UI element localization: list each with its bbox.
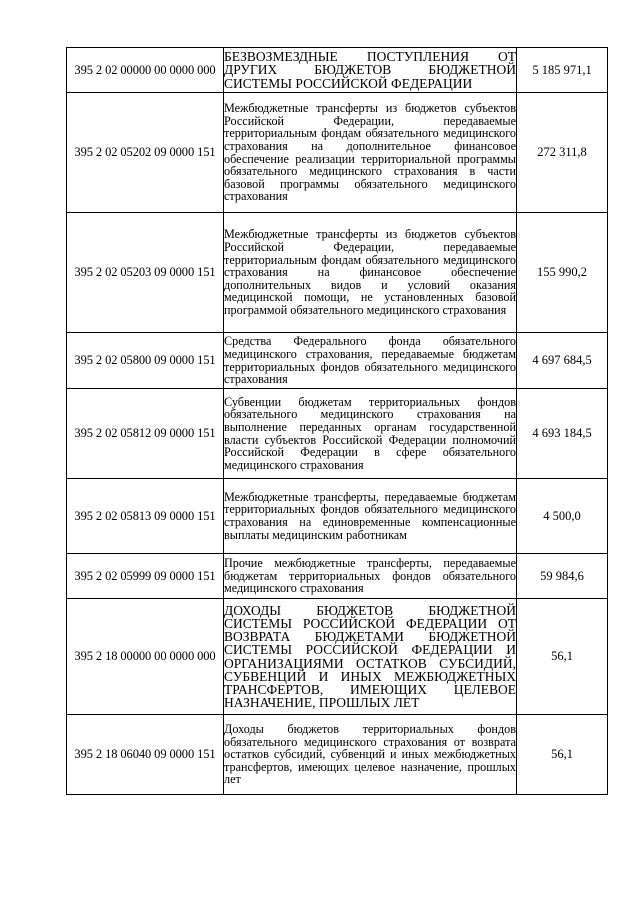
table-row: [67, 479, 608, 554]
table-row: [67, 333, 608, 389]
revenue-amount: 5 185 971,1: [517, 48, 608, 93]
table-row: [67, 48, 608, 93]
revenue-code: 395 2 02 05203 09 0000 151: [67, 213, 224, 333]
table-row: [67, 93, 608, 213]
revenue-code: 395 2 02 05800 09 0000 151: [67, 333, 224, 389]
revenue-name: Межбюджетные трансферты из бюджетов субъектов Российской Федерации, передаваемые территориальным фондам обязательного медицинского страхования на дополнительное финансовое обеспечение реализации территориальной программы обязательного медицинского страхования в части базовой программы обязательного медицинского страхования: [224, 93, 517, 213]
table-row: [67, 599, 608, 715]
revenue-name: Средства Федерального фонда обязательного медицинского страхования, передаваемые бюджетам территориальных фондов обязательного медицинского страхования: [224, 333, 517, 389]
revenue-name: Межбюджетные трансферты из бюджетов субъектов Российской Федерации, передаваемые территориальным фондам обязательного медицинского страхования на финансовое обеспечение дополнительных видов и условий оказания медицинской помощи, не установленных базовой программой обязательного медицинского страхования: [224, 213, 517, 333]
revenue-name: ДОХОДЫ БЮДЖЕТОВ БЮДЖЕТНОЙ СИСТЕМЫ РОССИЙСКОЙ ФЕДЕРАЦИИ ОТ ВОЗВРАТА БЮДЖЕТАМИ БЮДЖЕТНОЙ СИСТЕМЫ РОССИЙСКОЙ ФЕДЕРАЦИИ И ОРГАНИЗАЦИЯМИ ОСТАТКОВ СУБСИДИЙ, СУБВЕНЦИЙ И ИНЫХ МЕЖБЮДЖЕТНЫХ ТРАНСФЕРТОВ, ИМЕЮЩИХ ЦЕЛЕВОЕ НАЗНАЧЕНИЕ, ПРОШЛЫХ ЛЕТ: [224, 599, 517, 715]
revenue-code: 395 2 02 05812 09 0000 151: [67, 389, 224, 479]
table-row: [67, 389, 608, 479]
revenue-code: 395 2 02 05202 09 0000 151: [67, 93, 224, 213]
revenue-amount: 56,1: [517, 599, 608, 715]
revenue-code: 395 2 02 00000 00 0000 000: [67, 48, 224, 93]
revenue-amount: 59 984,6: [517, 554, 608, 599]
revenue-name: Прочие межбюджетные трансферты, передаваемые бюджетам территориальных фондов обязательного медицинского страхования: [224, 554, 517, 599]
table-row: [67, 715, 608, 795]
revenue-name: Субвенции бюджетам территориальных фондов обязательного медицинского страхования на выполнение переданных органам государственной власти субъектов Российской Федерации полномочий Российской Федерации в сфере обязательного медицинского страхования: [224, 389, 517, 479]
revenue-name: БЕЗВОЗМЕЗДНЫЕ ПОСТУПЛЕНИЯ ОТ ДРУГИХ БЮДЖЕТОВ БЮДЖЕТНОЙ СИСТЕМЫ РОССИЙСКОЙ ФЕДЕРАЦИИ: [224, 49, 516, 91]
revenue-amount: 56,1: [517, 715, 608, 795]
revenue-amount: 4 693 184,5: [517, 389, 608, 479]
revenue-amount: 4 500,0: [517, 479, 608, 554]
revenue-amount: 155 990,2: [517, 213, 608, 333]
revenue-name: Доходы бюджетов территориальных фондов обязательного медицинского страхования от возврата остатков субсидий, субвенций и иных межбюджетных трансфертов, имеющих целевое назначение, прошлых лет: [224, 715, 517, 795]
revenue-name: Межбюджетные трансферты, передаваемые бюджетам территориальных фондов обязательного медицинского страхования на единовременные компенсационные выплаты медицинским работникам: [224, 479, 517, 554]
revenue-code: 395 2 18 00000 00 0000 000: [67, 599, 224, 715]
revenue-amount: 4 697 684,5: [517, 333, 608, 389]
revenue-code: 395 2 02 05999 09 0000 151: [67, 554, 224, 599]
revenue-code: 395 2 02 05813 09 0000 151: [67, 479, 224, 554]
table-row: [67, 213, 608, 333]
budget-revenue-table: [66, 47, 608, 795]
revenue-code: 395 2 18 06040 09 0000 151: [67, 715, 224, 795]
revenue-amount: 272 311,8: [517, 93, 608, 213]
table-row: [67, 554, 608, 599]
